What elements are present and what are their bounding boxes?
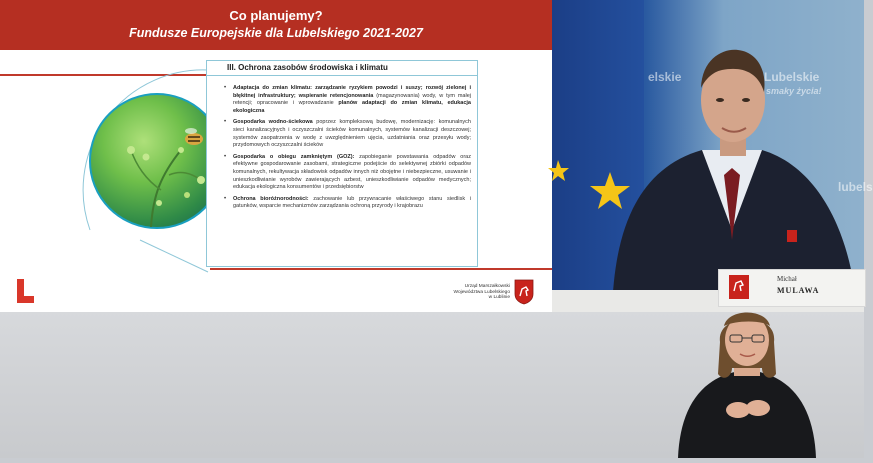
bullet-bold-tail: planów adaptacji do zmian klimatu, edukacja ekologiczna bbox=[233, 100, 471, 114]
speaker-video bbox=[552, 0, 873, 312]
l-logo-icon bbox=[15, 279, 35, 303]
wall-text-4: lubels bbox=[838, 180, 873, 194]
crest-icon bbox=[723, 271, 773, 305]
interpreter-figure bbox=[672, 312, 822, 458]
bullet-bold: Ochrona bioróżnorodności: bbox=[233, 195, 309, 202]
sign-language-interpreter bbox=[672, 312, 822, 458]
nameplate bbox=[718, 269, 866, 307]
bullet-text: (magazynowania) wody, w tym małej retencji; opracowanie i wprowadzanie bbox=[233, 92, 471, 107]
list-item bbox=[229, 154, 471, 192]
footer-line-1: Urząd Marszałkowski bbox=[464, 284, 510, 289]
nameplate-first-name: Michał bbox=[777, 275, 797, 283]
wall-text-3: smaky życia! bbox=[766, 86, 822, 96]
section-heading: III. Ochrona zasobów środowiska i klimatu bbox=[227, 63, 388, 72]
slide-title: Co planujemy? bbox=[229, 8, 323, 23]
bee-icon bbox=[185, 133, 203, 145]
list-item bbox=[229, 85, 471, 115]
slide-subtitle: Fundusze Europejskie dla Lubelskiego 2021-2027 bbox=[129, 26, 423, 40]
footer-line-2: Województwa Lubelskiego bbox=[453, 289, 510, 295]
bullet-text: poprzez kompleksową budowę, modernizację: komunalnych sieci kanalizacyjnych i oczyszczalni ścieków komunalnych, systemów kanalizacji deszczowej; systemów zaopatrzenia w wodę z uwzględnieniem ujęcia, uzdatniania oraz przesyłu wody; przydomowych oczyszczalni ścieków bbox=[233, 119, 471, 149]
crest-icon bbox=[514, 279, 534, 305]
wall-text-1: elskie bbox=[648, 70, 682, 84]
bullet-bold: Gospodarka o obiegu zamkniętym (GOZ): bbox=[233, 153, 355, 160]
footer-line-3: w Lublinie bbox=[488, 295, 510, 301]
heading-underline bbox=[207, 75, 477, 76]
bullet-bold: Gospodarka wodno-ściekowa bbox=[233, 119, 313, 126]
list-item bbox=[229, 119, 471, 149]
nature-photo bbox=[89, 93, 225, 229]
bullet-bold: Adaptacja do zmian klimatu: zarządzanie ryzykiem powodzi i suszy; rozwój zielonej i błękitnej infrastruktury; wspieranie retencjonowania bbox=[233, 85, 471, 99]
list-item bbox=[229, 196, 471, 211]
divider-bottom bbox=[210, 268, 552, 270]
speaker-figure bbox=[552, 0, 864, 312]
nameplate-surname: MULAWA bbox=[777, 286, 820, 295]
bullet-text: zapobieganie powstawania odpadów oraz efektywne gospodarowanie zasobami, strategiczne podejście do selektywnej zbiórki odpadów komunalnych, rekultywacja składowisk odpadów innych niż obojętne i niebezpieczne, usuwanie i unieszkodliwianie wyrobów zawierających azbest, unieszkodliwianie odpadów medycznych; edukacja ekologiczna konsumentów i przedsiębiorstw bbox=[233, 153, 471, 191]
presentation-slide bbox=[0, 0, 552, 312]
wall-text-2: Lubelskie bbox=[764, 70, 820, 84]
bullet-text: zachowanie lub przywracanie właściwego stanu siedlisk i gatunków, wsparcie mechanizmów zarządzania ochroną przyrody i krajobrazu bbox=[233, 195, 471, 210]
content-box bbox=[206, 60, 478, 267]
bullet-list bbox=[229, 85, 471, 215]
plant-bee-illustration bbox=[91, 95, 223, 227]
footer-office-name bbox=[432, 284, 510, 301]
